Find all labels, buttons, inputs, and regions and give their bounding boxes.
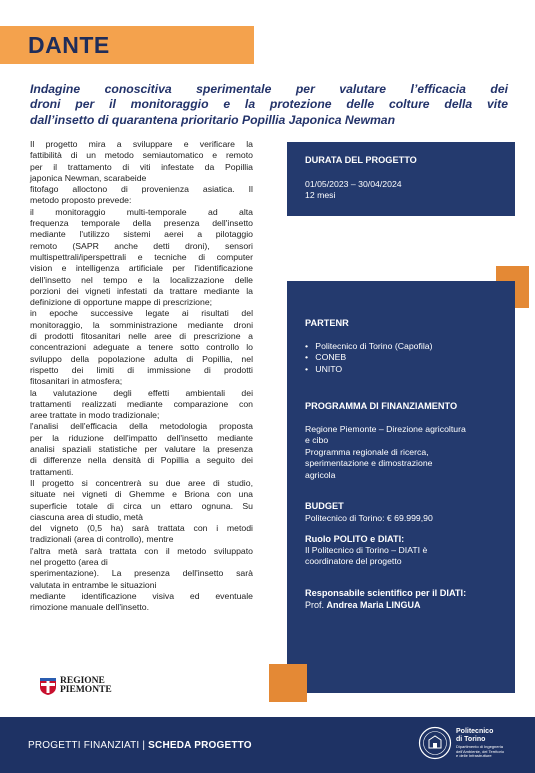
programma-line: Programma regionale di ricerca, bbox=[305, 446, 429, 457]
heading-line: dall’insetto di quarantena prioritario Popillia Japonica Newman bbox=[30, 112, 396, 127]
budget-label: BUDGET bbox=[305, 501, 344, 511]
description-line: fattibilità di un metodo semiautomatico e remoto bbox=[30, 150, 253, 161]
ruolo-label: Ruolo POLITO e DIATI: bbox=[305, 534, 405, 544]
description-line: nel progetto (area di bbox=[30, 556, 108, 567]
description-line: Il progetto mira a sviluppare e verificare la bbox=[30, 139, 253, 149]
description-line: remoto (SAPR anche detti droni), sensori bbox=[30, 240, 253, 251]
description-line: sviluppo della popolazione adulta di Popillia, nel bbox=[30, 353, 253, 364]
description-line: valutata in entrambe le situazioni bbox=[30, 579, 157, 590]
description-line: mediante l'utilizzo sistemi aerei a pilotaggio bbox=[30, 229, 253, 240]
description-line: rimozione manuale dell'insetto. bbox=[30, 602, 150, 613]
description-line: il monitoraggio multi-temporale ad alta bbox=[30, 206, 253, 217]
programma-line: sperimentazione e dimostrazione bbox=[305, 458, 433, 469]
regione-text: PIEMONTE bbox=[60, 685, 112, 695]
responsabile-name: Prof. Andrea Maria LINGUA bbox=[305, 600, 421, 610]
description-line: l'altra metà sarà trattata con il metodo sviluppato bbox=[30, 545, 253, 556]
description-line: vision e intelligenza artificiale per l'identificazione bbox=[30, 263, 253, 274]
polito-dept: dell'Ambiente, del Territorio bbox=[456, 748, 505, 754]
description-line: tradizionali (area di controllo), mentre bbox=[30, 534, 174, 545]
regione-text: REGIONE bbox=[60, 676, 105, 686]
description-line: situate nei vigneti di Ghemme e Briona con una bbox=[30, 489, 253, 500]
description-line: aree trattate in modo tradizionale; bbox=[30, 410, 160, 421]
duration-dates: 01/05/2023 – 30/04/2024 bbox=[305, 179, 402, 189]
project-description bbox=[30, 139, 253, 613]
description-line: in epoche successive legate ai risultati del bbox=[30, 308, 253, 319]
description-line: Il progetto si concentrerà su due aree di studio, bbox=[30, 477, 253, 488]
partner-item: • UNITO bbox=[305, 363, 343, 374]
description-line: porzioni dei vigneti infestati da trattare mediante la bbox=[30, 285, 253, 296]
polito-dept: Dipartimento di Ingegneria bbox=[456, 744, 503, 749]
description-line: multispettrali/iperspettrali e tecniche di computer bbox=[30, 251, 253, 262]
project-heading bbox=[30, 82, 508, 128]
budget-value: Politecnico di Torino: € 69.999,90 bbox=[305, 513, 433, 523]
duration-box bbox=[287, 142, 515, 216]
description-line: monitoraggio, la somministrazione mediante droni bbox=[30, 319, 253, 330]
polito-logo bbox=[418, 725, 523, 761]
description-line: di differenze nella densità di Popillia a seguito dei bbox=[30, 455, 253, 466]
description-line: per la riduzione dell'impatto dell'insetto mediante bbox=[30, 432, 253, 443]
description-line: fitofago alloctono di provenienza asiatica. Il bbox=[30, 184, 253, 195]
description-line: metodo proposto prevede: bbox=[30, 195, 132, 206]
description-line: trattamenti. bbox=[30, 466, 74, 477]
description-line: ciascuna area di studio, metà bbox=[30, 511, 144, 522]
partner-list bbox=[305, 341, 432, 375]
polito-name: Politecnico bbox=[456, 728, 494, 735]
description-line: la valutazione degli effetti ambientali dei bbox=[30, 387, 253, 398]
footer-text: PROGETTI FINANZIATI | SCHEDA PROGETTO bbox=[28, 740, 252, 751]
duration-label: DURATA DEL PROGETTO bbox=[305, 155, 417, 165]
programma-text bbox=[305, 424, 466, 481]
description-line: dell'insetto nel tempo e la localizzazione delle bbox=[30, 274, 253, 285]
programma-line: e cibo bbox=[305, 435, 329, 446]
ruolo-line: Il Politecnico di Torino – DIATI è bbox=[305, 545, 428, 555]
description-line: l'analisi dell'efficacia della metodologia proposta bbox=[30, 421, 253, 432]
description-line: sperimentazione). La presenza dell'insetto sarà bbox=[30, 568, 253, 579]
project-title: DANTE bbox=[28, 32, 110, 58]
polito-seal-icon bbox=[418, 726, 452, 760]
description-line: del vigneto (0,5 ha) sarà trattata con i metodi bbox=[30, 523, 253, 534]
description-line: superficie totale di circa un ettaro ognuna. Su bbox=[30, 500, 253, 511]
partner-item: • Politecnico di Torino (Capofila) bbox=[305, 341, 433, 351]
polito-name: di Torino bbox=[456, 735, 486, 743]
description-line: japonica Newman, scarabeide bbox=[30, 172, 147, 183]
description-line: fitosanitari in atmosfera; bbox=[30, 376, 123, 387]
regione-piemonte-logo bbox=[38, 676, 138, 696]
polito-dept: e delle Infrastrutture bbox=[456, 753, 492, 759]
programma-label: PROGRAMMA DI FINANZIAMENTO bbox=[305, 401, 458, 411]
responsabile-label: Responsabile scientifico per il DIATI: bbox=[305, 588, 467, 598]
programma-line: Regione Piemonte – Direzione agricoltura bbox=[305, 424, 466, 434]
regione-shield-icon bbox=[38, 676, 58, 696]
description-line: trattamenti realizzati mediante comparazione con bbox=[30, 398, 253, 409]
partner-item: • CONEB bbox=[305, 352, 347, 363]
heading-line: Indagine conoscitiva sperimentale per valutare l’efficacia dei bbox=[30, 82, 508, 96]
description-line: analisi spaziali statistiche per valutare la presenza bbox=[30, 444, 253, 455]
description-line: concentrazioni adeguate a tenere sotto controllo lo bbox=[30, 342, 253, 353]
description-line: per il trattamento di viti infestate da Popillia bbox=[30, 161, 253, 172]
partner-label: PARTENR bbox=[305, 318, 349, 328]
description-line: frequenza temporale della presenza dell'insetto bbox=[30, 218, 253, 229]
description-line: di prodotti fitosanitari nelle aree di prescrizione a bbox=[30, 331, 253, 342]
info-box bbox=[287, 281, 515, 693]
decorative-orange-square bbox=[269, 664, 307, 702]
duration-months: 12 mesi bbox=[305, 190, 336, 200]
heading-line: droni per il monitoraggio e la protezione delle colture della vite bbox=[30, 97, 508, 112]
description-line: mediante identificazione visiva ed eventuale bbox=[30, 590, 253, 601]
ruolo-text bbox=[305, 545, 427, 568]
description-line: definizione di opportune mappe di prescrizione; bbox=[30, 297, 213, 308]
description-line: rispetto dei limiti di immissione di prodotti bbox=[30, 364, 253, 375]
ruolo-line: coordinatore del progetto bbox=[305, 556, 402, 567]
programma-line: agricola bbox=[305, 469, 336, 480]
